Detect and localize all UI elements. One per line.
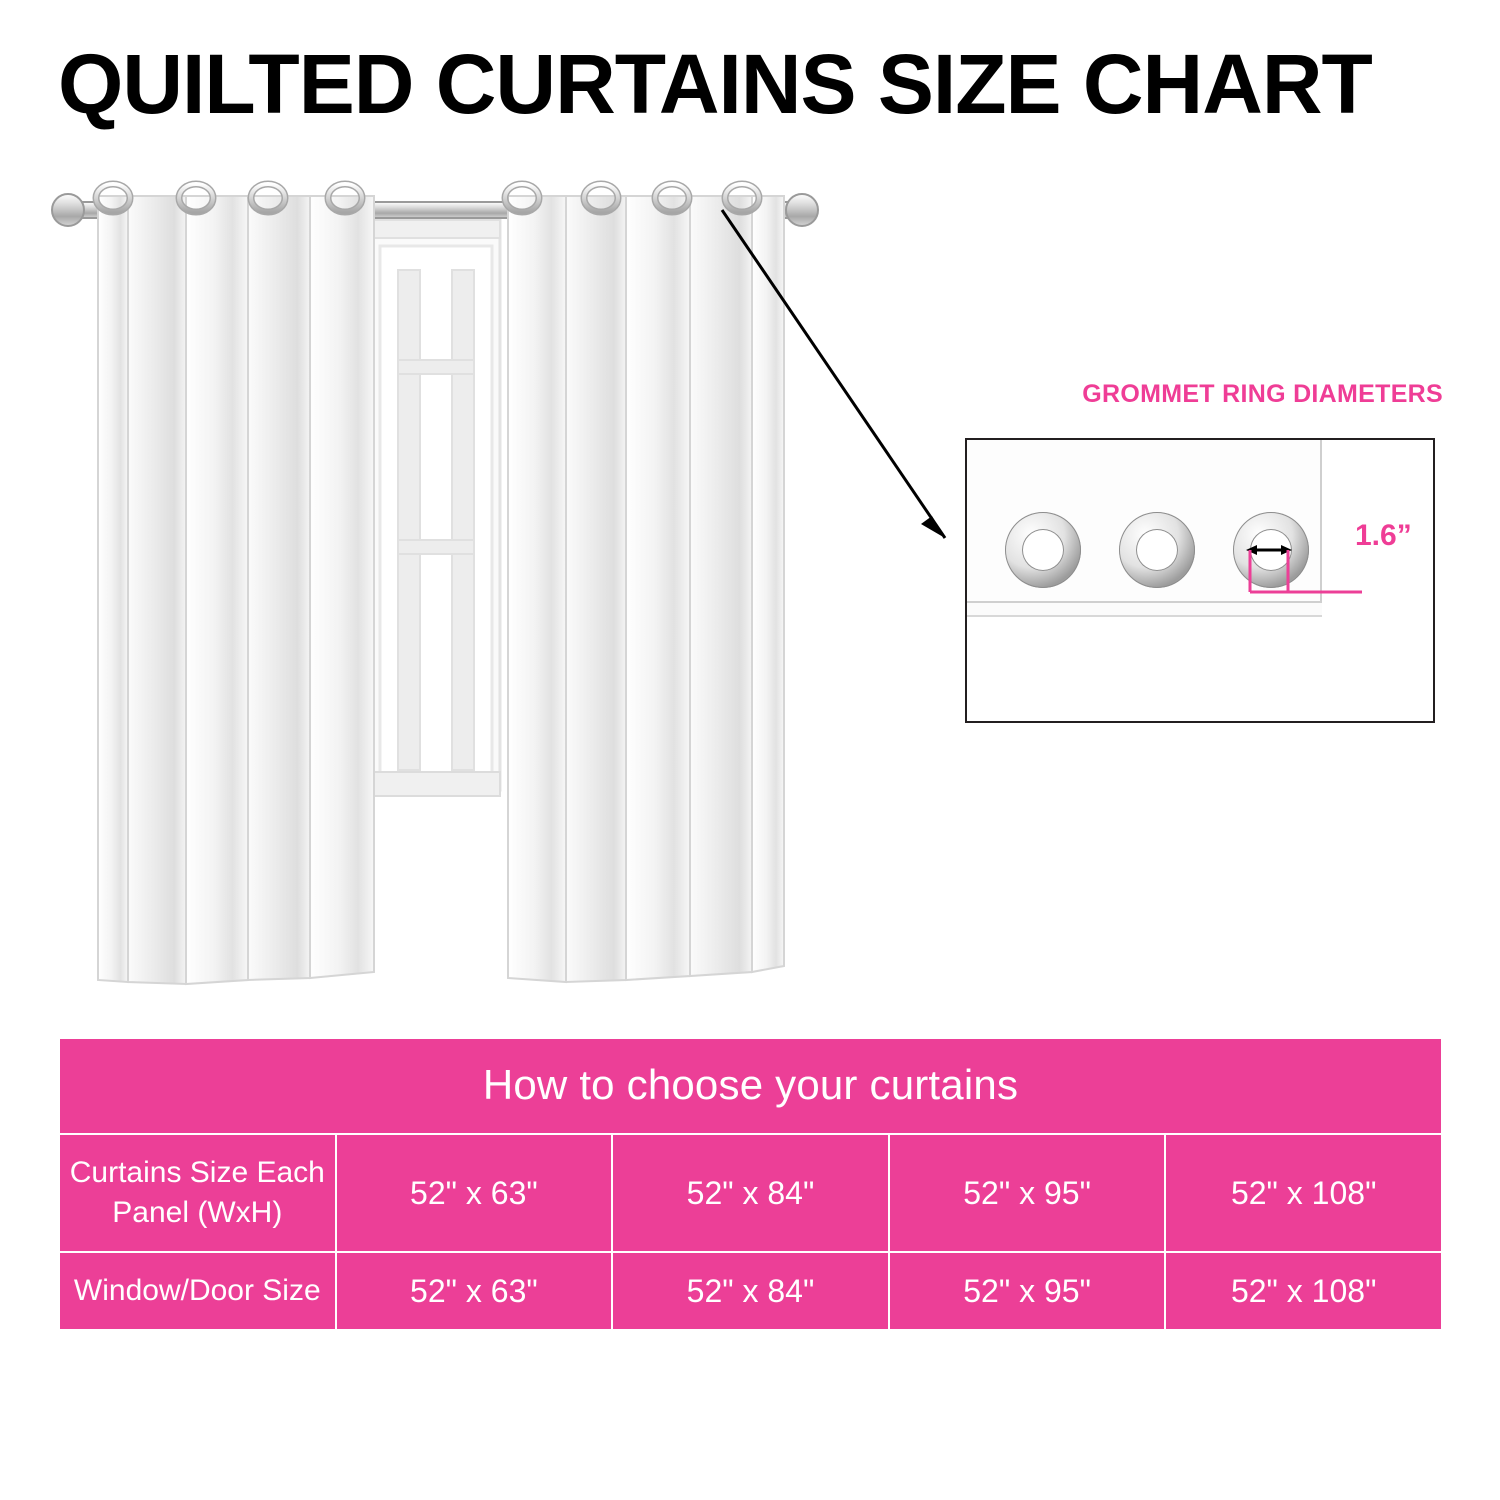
table-row [59,1252,1442,1330]
table-title-row [59,1038,1442,1134]
row-label-window-size: Window/Door Size [59,1252,336,1330]
cell-window-size-3: 52" x 95" [889,1252,1166,1330]
grommet-detail-box [965,438,1435,723]
grommet-callout [963,275,1443,725]
grommet-callout-title: GROMMET RING DIAMETERS [1082,380,1443,408]
table-title: How to choose your curtains [59,1038,1442,1134]
cell-window-size-4: 52" x 108" [1165,1252,1442,1330]
grommet-diameter-value: 1.6” [1355,519,1412,552]
cell-panel-size-1: 52" x 63" [336,1134,613,1252]
cell-panel-size-4: 52" x 108" [1165,1134,1442,1252]
right-curtain-panel [505,184,784,982]
cell-window-size-2: 52" x 84" [612,1252,889,1330]
grommet-dimension-lines [967,440,1435,723]
cell-window-size-1: 52" x 63" [336,1252,613,1330]
table-row [59,1134,1442,1252]
page-title: QUILTED CURTAINS SIZE CHART [58,37,1372,131]
cell-panel-size-2: 52" x 84" [612,1134,889,1252]
left-curtain-panel [96,184,374,984]
size-chart-table [58,1037,1443,1331]
row-label-panel-size: Curtains Size Each Panel (WxH) [59,1134,336,1252]
window-behind-curtains [372,220,500,796]
cell-panel-size-3: 52" x 95" [889,1134,1166,1252]
